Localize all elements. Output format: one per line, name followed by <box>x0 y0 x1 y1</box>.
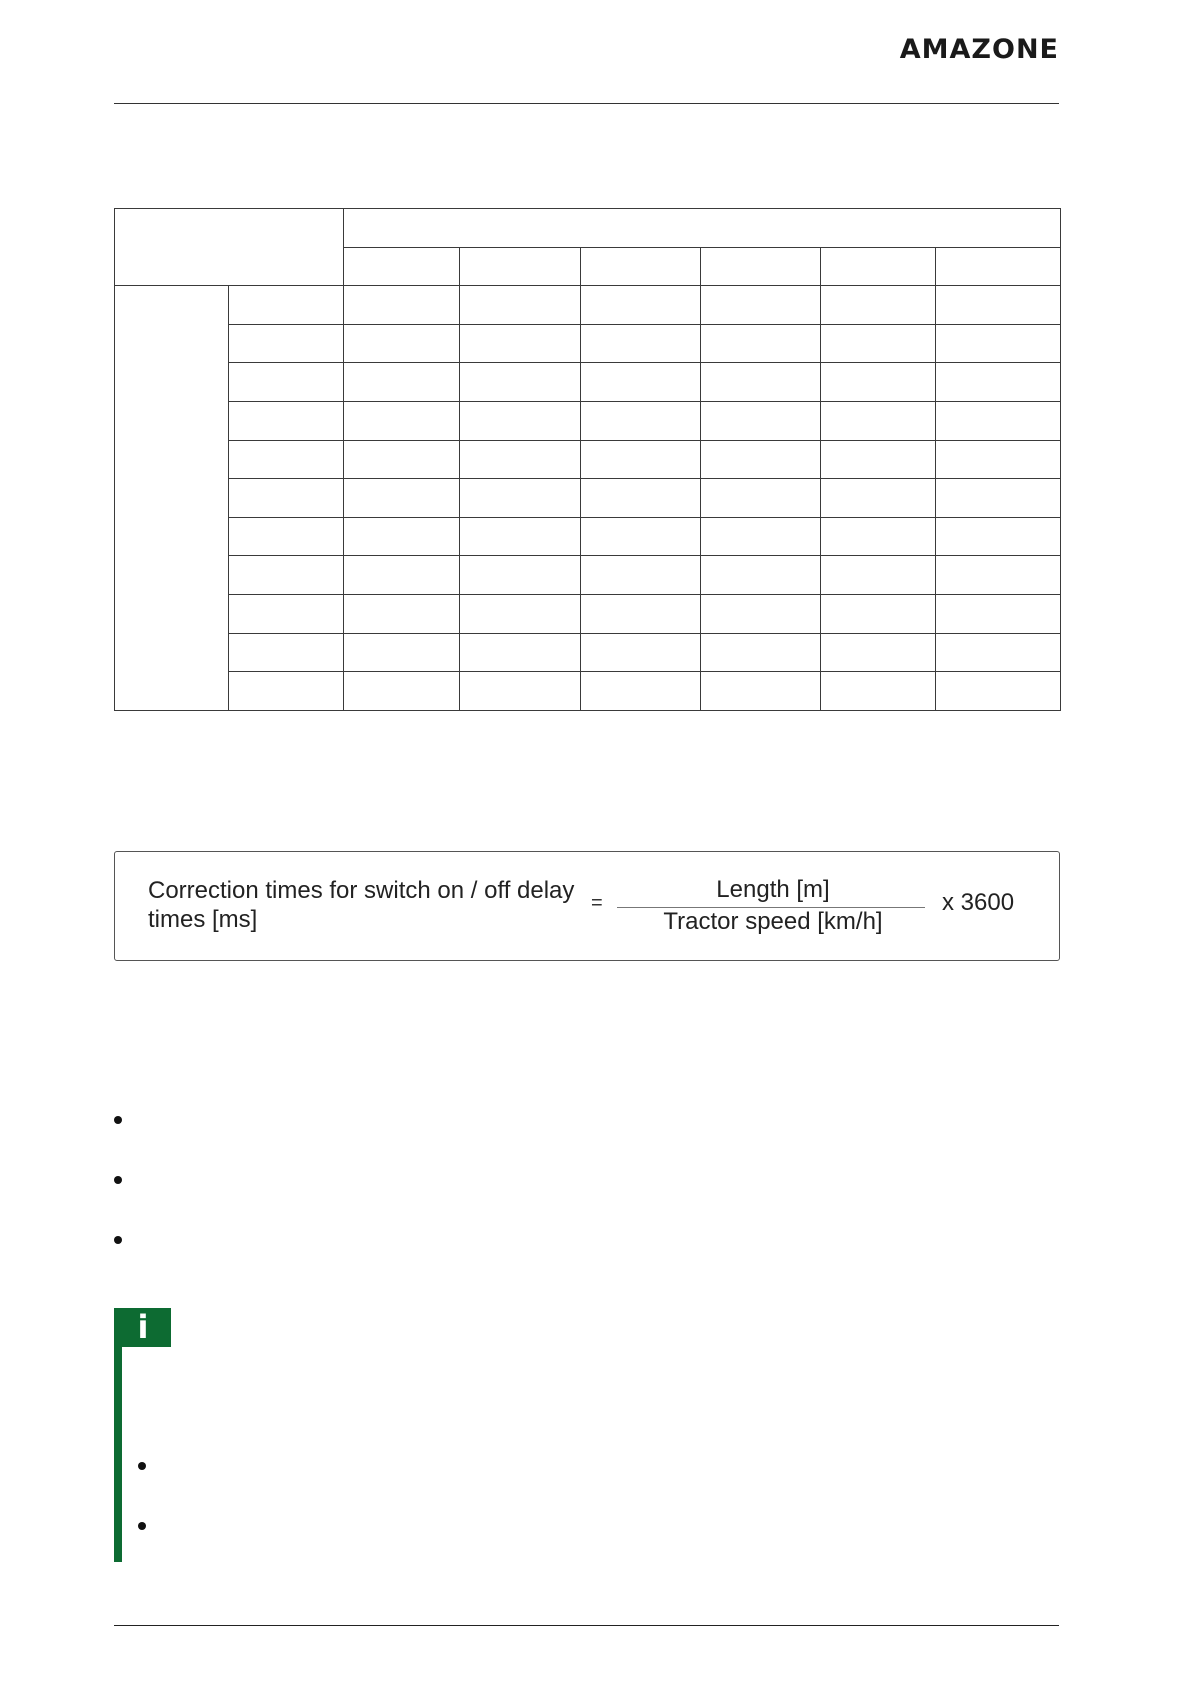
table-cell <box>460 672 581 711</box>
table-cell <box>821 401 936 440</box>
table-cell <box>344 324 460 363</box>
table-cell <box>581 401 701 440</box>
table-cell <box>460 594 581 633</box>
table-cell <box>581 479 701 518</box>
table-row <box>115 672 1061 711</box>
table-subheader-cell <box>821 247 936 286</box>
table-cell <box>701 633 821 672</box>
table-cell <box>581 286 701 325</box>
table-cell <box>460 479 581 518</box>
table-cell <box>344 556 460 595</box>
table-cell <box>229 556 344 595</box>
table-subheader-cell <box>701 247 821 286</box>
table-cell <box>701 401 821 440</box>
table-cell <box>581 556 701 595</box>
table-cell <box>701 479 821 518</box>
table-cell <box>460 556 581 595</box>
table-row <box>115 479 1061 518</box>
info-icon: i <box>137 1308 149 1346</box>
table-cell <box>821 672 936 711</box>
formula-denominator: Tractor speed [km/h] <box>663 908 883 935</box>
formula-label: Correction times for switch on / off delay times [ms] <box>148 877 575 933</box>
formula-equals-sign: = <box>591 892 603 914</box>
table-cell <box>936 556 1061 595</box>
table-cell <box>581 594 701 633</box>
bullet-point <box>114 1236 122 1244</box>
table-row <box>115 401 1061 440</box>
table-cell <box>701 286 821 325</box>
table-header-row <box>115 209 1061 248</box>
table-cell <box>581 324 701 363</box>
table-cell <box>701 363 821 402</box>
table-subheader-cell <box>460 247 581 286</box>
table-cell <box>460 517 581 556</box>
footer-divider <box>114 1625 1059 1626</box>
table-cell <box>581 363 701 402</box>
table-cell <box>229 479 344 518</box>
table-cell <box>821 594 936 633</box>
header-divider <box>114 103 1059 104</box>
formula-multiplier: x 3600 <box>942 889 1015 916</box>
table-cell <box>936 479 1061 518</box>
table-cell <box>821 324 936 363</box>
table-cell <box>229 672 344 711</box>
info-bullet-point <box>138 1462 146 1470</box>
table-row <box>115 324 1061 363</box>
info-bullet-point <box>138 1522 146 1530</box>
table-cell <box>460 324 581 363</box>
table-corner-cell <box>115 209 344 286</box>
table-cell <box>460 286 581 325</box>
table-cell <box>821 363 936 402</box>
table-row <box>115 556 1061 595</box>
table-row <box>115 363 1061 402</box>
table-cell <box>936 286 1061 325</box>
table-cell <box>581 440 701 479</box>
table-cell <box>701 324 821 363</box>
table-cell <box>344 363 460 402</box>
table-cell <box>344 286 460 325</box>
table-cell <box>701 517 821 556</box>
table-cell <box>344 672 460 711</box>
table-cell <box>229 633 344 672</box>
table-cell <box>344 633 460 672</box>
brand-logo: AMAZONE <box>899 34 1059 65</box>
table-row-group-cell <box>115 286 229 711</box>
bullet-point <box>114 1116 122 1124</box>
table-subheader-cell <box>936 247 1061 286</box>
table-row <box>115 633 1061 672</box>
table-cell <box>701 556 821 595</box>
table-cell <box>581 517 701 556</box>
table-cell <box>701 672 821 711</box>
table-cell <box>460 440 581 479</box>
table-cell <box>701 594 821 633</box>
table-cell <box>229 401 344 440</box>
table-cell <box>936 672 1061 711</box>
table-row <box>115 286 1061 325</box>
table-subheader-cell <box>581 247 701 286</box>
table-cell <box>229 594 344 633</box>
table-cell <box>229 324 344 363</box>
table-cell <box>821 440 936 479</box>
table-row <box>115 440 1061 479</box>
table-cell <box>581 672 701 711</box>
table-cell <box>344 479 460 518</box>
table-cell <box>936 401 1061 440</box>
table-cell <box>344 440 460 479</box>
table-cell <box>460 401 581 440</box>
table-cell <box>460 633 581 672</box>
table-cell <box>936 517 1061 556</box>
table-cell <box>229 440 344 479</box>
table-cell <box>229 363 344 402</box>
settings-table <box>114 208 1061 711</box>
table-cell <box>701 440 821 479</box>
table-cell <box>460 363 581 402</box>
table-cell <box>821 556 936 595</box>
bullet-point <box>114 1176 122 1184</box>
table-cell <box>936 363 1061 402</box>
table-header-group-cell <box>344 209 1061 248</box>
table-cell <box>936 594 1061 633</box>
table-cell <box>344 517 460 556</box>
table-cell <box>936 324 1061 363</box>
table-subheader-cell <box>344 247 460 286</box>
table-cell <box>229 286 344 325</box>
table-cell <box>821 286 936 325</box>
table-cell <box>936 633 1061 672</box>
table-cell <box>344 401 460 440</box>
table-cell <box>936 440 1061 479</box>
table-row <box>115 594 1061 633</box>
table-cell <box>581 633 701 672</box>
table-row <box>115 517 1061 556</box>
table-cell <box>821 633 936 672</box>
table-cell <box>821 479 936 518</box>
table-cell <box>344 594 460 633</box>
formula-numerator: Length [m] <box>716 876 830 903</box>
table-cell <box>821 517 936 556</box>
table-cell <box>229 517 344 556</box>
